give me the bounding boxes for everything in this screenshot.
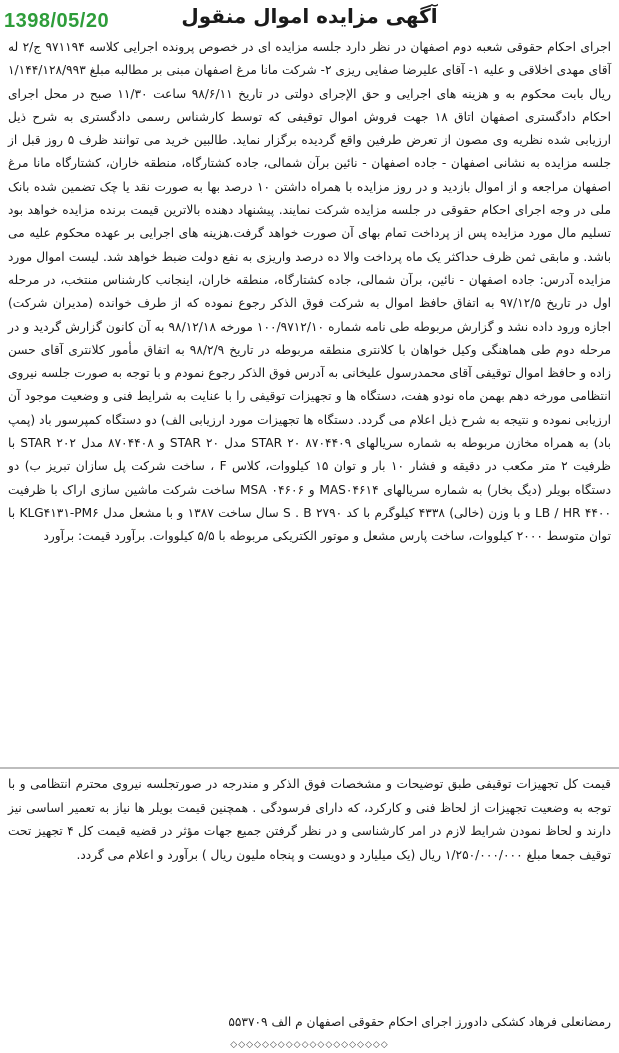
section-divider [0,767,619,769]
signature-text: رمضانعلی فرهاد کشکی دادورز اجرای احکام حقوقی اصفهان [306,1015,611,1029]
notice-title: آگهی مزایده اموال منقول [181,4,438,28]
decorative-border-icon: ◇◇◇◇◇◇◇◇◇◇◇◇◇◇◇◇◇◇◇◇ [230,1040,389,1050]
reference-code: م الف ۵۵۳۷۰۹ [228,1015,303,1029]
signature-line [8,1015,611,1029]
publication-date: 1398/05/20 [4,10,110,32]
appraisal-paragraph: قیمت کل تجهیزات توقیفی طبق توضیحات و مشخصات فوق الذکر و مندرجه در صورتجلسه نیروی محترم انتظامی و با توجه به وضعیت تجهیزات از لحاظ فنی و کارکرد، که دارای فرسودگی . همچنین قیمت بویلر ها نیاز به تعمیر اساسی نیز دارند و لحاظ نمودن شرایط لازم در امر کارشناسی و در نظر گرفتن جمیع جهات مؤثر در قضیه قیمت کل ۴ تجهیز تحت توقیف جمعا مبلغ ۱/۲۵۰/۰۰۰/۰۰۰ ریال (یک میلیارد و دویست و پنجاه ملیون ریال ) برآورد و اعلام می گردد. [8,777,611,862]
notice-body: اجرای احکام حقوقی شعبه دوم اصفهان در نظر دارد جلسه مزایده ای در خصوص پرونده اجرایی کلاسه ۹۷۱۱۹۴ ج/۲ له آقای مهدی اخلاقی و علیه ۱- آقای علیرضا صفایی ریزی ۲- شرکت مانا مرغ اصفهان مبنی بر مطالبه مبلغ ۱/۱۴۴/۱۲۸/۹۹۳ ریال بابت محکوم به و هزینه های اجرایی و حق الإجرای دولتی در تاریخ ۹۸/۶/۱۱ ساعت ۱۱/۳۰ صبح در محل اجرای احکام دادگستری اصفهان اتاق ۱۸ جهت فروش اموال توقیفی که توسط کارشناس رسمی دادگستری به شرح ذیل ارزیابی شده نظریه وی مصون از تعرض طرفین واقع گردیده برگزار نماید. طالبین خرید می توانند ظرف ۵ روز قبل از جلسه مزایده به نشانی اصفهان - جاده اصفهان - نائین برآن شمالی، جاده کشتارگاه، منطقه خاران، کشتارگاه مانا مرغ اصفهان مراجعه و از اموال بازدید و در روز مزایده با همراه داشتن ۱۰ درصد بها به صورت نقد یا چک تضمین شده بانک ملی در وجه اجرای احکام حقوقی در جلسه مزایده شرکت نمایند. پیشنهاد دهنده بالاترین قیمت برنده مزایده خواهد بود تسلیم مال مورد مزایده پس از پرداخت تمام بهای آن صورت خواهد گرفت.هزینه های اجرایی بر عهده محکوم علیه می باشد. و مابقی ثمن ظرف حداکثر یک ماه پرداخت والا ده درصد واریزی به نفع دولت ضبط خواهد شد. لیست اموال مورد مزایده آدرس: جاده اصفهان - نائین، برآن شمالی، جاده کشتارگاه، منطقه خاران، اینجانب کارشناس منتخب، در مرحله اول در تاریخ ۹۷/۱۲/۵ به اتفاق حافظ اموال به شرکت فوق الذکر رجوع نموده که از طرف خوانده (مدیران شرکت) اجازه ورود داده نشد و گزارش مربوطه طی نامه شماره ۱۰۰/۹۷۱۲/۱۰ مورخه ۹۸/۱۲/۱۸ به آن کانون گزارش گردید و در مرحله دوم طی هماهنگی وکیل خواهان با کلانتری منطقه مربوطه در تاریخ ۹۸/۲/۹ به اتفاق مأمور کلانتری آقای حسن زاده و حافظ اموال توقیفی آقای محمدرسول علیخانی به آدرس فوق الذکر رجوع نمودم و با توجه به صورت جلسه نیروی انتظامی مورخه دهم بهمن ماه نودو هفت، دستگاه ها و تجهیزات توقیفی را با عنایت به شرایط فنی و وضعیت موجود آن ارزیابی نموده و نتیجه به شرح ذیل اعلام می گردد. دستگاه ها تجهیزات مورد ارزیابی الف) دو دستگاه کمپرسور باد (پمپ باد) به همراه مخازن مربوطه به شماره سریالهای ۸۷۰۴۴۰۹ STAR ۲۰ مدل ۲۰ STAR و ۸۷۰۴۴۰۸ مدل ۲۰۲ STAR با ظرفیت ۲ متر مکعب در دقیقه و فشار ۱۰ بار و توان ۱۵ کیلووات، کلاس F ، ساخت شرکت پل سازان تبریز ب) دو دستگاه بویلر (دیگ بخار) به شماره سریالهای MAS۰۴۶۱۴ و MSA ۰۴۶۰۶ ساخت شرکت ماشین سازی اراک با ظرفیت LB / HR ۴۴۰۰ و با وزن (خالی) ۴۳۳۸ کیلوگرم با کد S . B ۲۷۹۰ سال ساخت ۱۳۸۷ و با مشعل مدل KLG۴۱۳۱-PM۶ با توان متوسط ۲۰۰۰ کیلووات، ساخت پارس مشعل و موتور الکتریکی مربوطه با ۵/۵ کیلووات. برآورد قیمت: برآورد [8,40,612,544]
